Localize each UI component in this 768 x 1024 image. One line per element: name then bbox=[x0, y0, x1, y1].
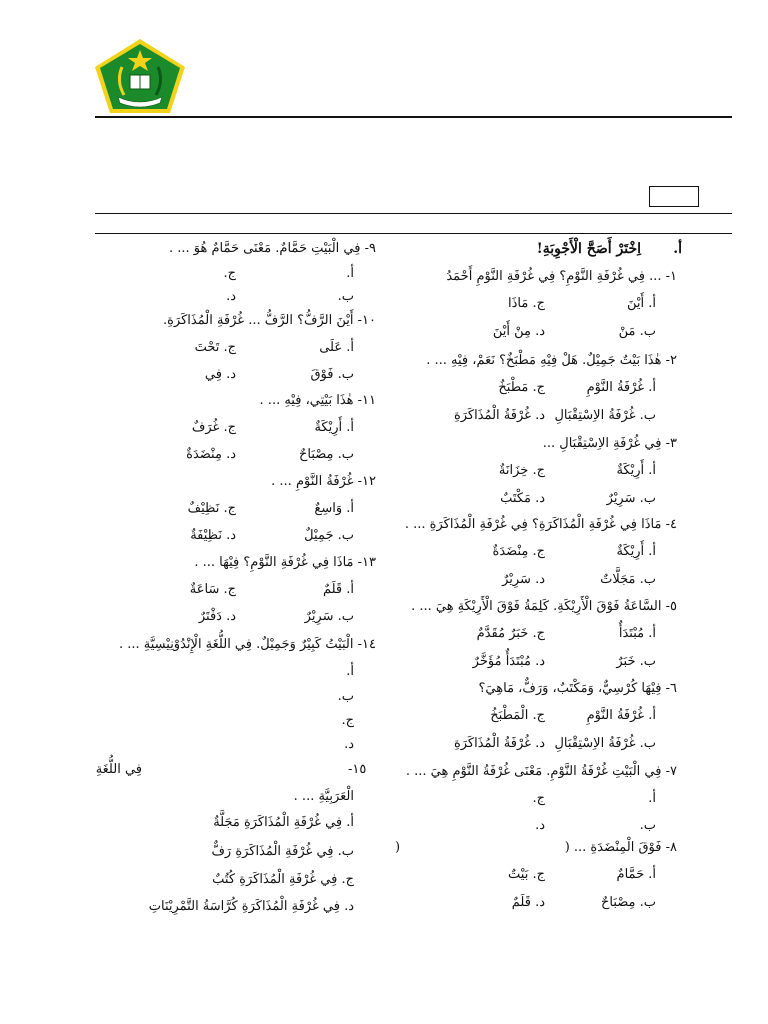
q14-option-d: د. bbox=[344, 737, 354, 752]
q12-option-d: د. نَظِيْفَةٌ bbox=[190, 528, 236, 543]
q11-option-b: ب. مِصْبَاحٌ bbox=[298, 447, 354, 462]
q5-option-d: د. مُبْتَدَأٌ مُؤَخَّرٌ bbox=[472, 654, 545, 669]
question-15-tail: فِي اللُّغَةِ bbox=[95, 762, 142, 777]
question-9: ٩- فِي الْبَيْتِ حَمَّامٌ. مَعْنَى حَمَّامٌ هُوَ ... . bbox=[168, 241, 376, 256]
q4-option-b: ب. مَجَلَّاتٌ bbox=[600, 572, 656, 587]
header-rule bbox=[95, 116, 732, 118]
q10-option-d: د. فِي bbox=[204, 367, 236, 382]
q11-option-a: أ. أَرِيْكَةٌ bbox=[314, 420, 354, 435]
question-1: ١- ... فِي غُرْفَةِ النَّوْمِ؟ فِي غُرْفَةِ النَّوْمِ أَحْمَدُ bbox=[446, 269, 677, 284]
question-10: ١٠- أَيْنَ الرَّفُّ؟ الرَّفُّ ... غُرْفَةِ الْمُذَاكَرَةِ. bbox=[162, 313, 376, 328]
question-7: ٧- فِي الْبَيْتِ غُرْفَةُ النَّوْمِ. مَعْنَى غُرْفَةُ النَّوْمِ هِيَ ... . bbox=[405, 764, 677, 779]
q10-option-c: ج. تَحْتَ bbox=[194, 340, 236, 355]
header-rule-2 bbox=[95, 213, 732, 214]
q1-option-d: د. مِنْ أَيْنَ bbox=[492, 324, 545, 339]
question-13: ١٣- مَاذَا فِي غُرْفَةِ النَّوْمِ؟ فِيْهَا ... . bbox=[194, 555, 376, 570]
q8-paren-close: ) bbox=[395, 840, 401, 855]
q13-option-c: ج. سَاعَةٌ bbox=[189, 582, 236, 597]
question-6: ٦- فِيْهَا كُرْسِيٌّ، وَمَكْتَبٌ، وَرَفٌّ، مَاهِيَ؟ bbox=[478, 681, 677, 696]
question-12: ١٢- غُرْفَةُ النَّوْمِ ... . bbox=[271, 474, 376, 489]
q4-option-c: ج. مِنْضَدَةٌ bbox=[492, 544, 545, 559]
section-instruction: اِخْتَرْ أَصَحَّ الْأَجْوِبَةِ! bbox=[536, 241, 641, 257]
q15-option-c: ج. فِي غُرْفَةِ الْمُذَاكَرَةِ كُتُبٌ bbox=[212, 872, 354, 887]
q12-option-b: ب. جَمِيْلٌ bbox=[304, 528, 354, 543]
ministry-emblem-logo bbox=[92, 37, 188, 115]
q1-option-b: ب. مَنْ bbox=[618, 324, 656, 339]
q3-option-d: د. مَكْتَبٌ bbox=[500, 491, 545, 506]
q10-option-b: ب. فَوْقَ bbox=[310, 367, 354, 382]
q10-option-a: أ. عَلَى bbox=[319, 340, 354, 355]
q6-option-d: د. غُرْفَةُ الْمُذَاكَرَةِ bbox=[453, 736, 545, 751]
q8-option-b: ب. مِصْبَاحٌ bbox=[600, 895, 656, 910]
q14-option-b: ب. bbox=[337, 689, 354, 704]
q13-option-d: د. دَفْتَرٌ bbox=[198, 609, 236, 624]
q8-option-a: أ. حَمَّامٌ bbox=[616, 867, 656, 882]
q13-option-b: ب. سَرِيْرٌ bbox=[304, 609, 354, 624]
question-8: ٨- فَوْقَ الْمِنْضَدَةِ ... ( bbox=[564, 840, 677, 855]
section-letter: أ. bbox=[673, 241, 682, 257]
q11-option-d: د. مِنْضَدَةٌ bbox=[186, 447, 236, 462]
q1-option-a: أ. أَيْنَ bbox=[626, 296, 656, 311]
question-5: ٥- السَّاعَةُ فَوْقَ الْأَرِيْكَةِ. كَلِمَةُ فَوْقَ الْأَرِيْكَةِ هِيَ ... . bbox=[411, 599, 677, 614]
q4-option-a: أ. أَرِيْكَةٌ bbox=[616, 544, 656, 559]
q7-option-b: ب. bbox=[639, 818, 656, 833]
q2-option-d: د. غُرْفَةُ الْمُذَاكَرَةِ bbox=[453, 408, 545, 423]
q13-option-a: أ. قَلَمٌ bbox=[322, 582, 354, 597]
header-rule-3 bbox=[95, 233, 732, 234]
question-15-line2: الْعَرَبِيَّةِ ... . bbox=[293, 789, 354, 804]
q15-option-d: د. فِي غُرْفَةِ الْمُذَاكَرَةِ كُرَّاسَةُ التَّمْرِيْنَاتِ bbox=[148, 899, 354, 914]
q7-option-d: د. bbox=[535, 818, 545, 833]
q6-option-a: أ. غُرْفَةُ النَّوْمِ bbox=[586, 708, 656, 723]
q5-option-c: ج. خَبَرٌ مُقَدَّمٌ bbox=[476, 626, 545, 641]
q2-option-b: ب. غُرْفَةُ الاِسْتِقْبَالِ bbox=[554, 408, 656, 423]
q5-option-b: ب. خَبَرٌ bbox=[616, 654, 656, 669]
question-15-number: -١٥ bbox=[348, 762, 367, 777]
q9-option-c: ج. bbox=[223, 266, 236, 281]
q9-option-b: ب. bbox=[337, 289, 354, 304]
q4-option-d: د. سَرِيْرٌ bbox=[502, 572, 545, 587]
question-3: ٣- فِي غُرْفَةِ الاِسْتِقْبَالِ ... bbox=[542, 436, 677, 451]
q14-option-c: ج. bbox=[341, 713, 354, 728]
q14-option-a: أ. bbox=[346, 664, 354, 679]
q3-option-b: ب. سَرِيْرٌ bbox=[606, 491, 656, 506]
q11-option-c: ج. غُرَفٌ bbox=[191, 420, 236, 435]
question-11: ١١- هٰذَا بَيْتِي، فِيْهِ ... . bbox=[259, 393, 376, 408]
q7-option-c: ج. bbox=[532, 791, 545, 806]
question-2: ٢- هٰذَا بَيْتٌ جَمِيْلٌ. هَلْ فِيْهِ مَطْبَخٌ؟ نَعَمْ، فِيْهِ ... . bbox=[426, 353, 677, 368]
q15-option-b: ب. فِي غُرْفَةِ الْمُذَاكَرَةِ رَفٌّ bbox=[211, 844, 354, 859]
question-4: ٤- مَاذَا فِي غُرْفَةِ الْمُذَاكَرَةِ؟ فِي غُرْفَةِ الْمُذَاكَرَةِ ... . bbox=[404, 517, 677, 532]
q5-option-a: أ. مُبْتَدَأٌ bbox=[618, 626, 656, 641]
q15-option-a: أ. فِي غُرْفَةِ الْمُذَاكَرَةِ مَجَلَّةٌ bbox=[213, 815, 354, 830]
q7-option-a: أ. bbox=[648, 791, 656, 806]
q3-option-c: ج. خِزَانَةٌ bbox=[498, 463, 545, 478]
q9-option-a: أ. bbox=[346, 266, 354, 281]
question-14: ١٤- الْبَيْتُ كَبِيْرٌ وَجَمِيْلٌ. فِي اللُّغَةِ الْإِنْدُوْنِيْسِيَّةِ ... . bbox=[118, 637, 376, 652]
q1-option-c: ج. مَاذَا bbox=[508, 296, 545, 311]
score-box bbox=[649, 186, 699, 207]
q12-option-c: ج. نَظِيْفٌ bbox=[187, 501, 236, 516]
q9-option-d: د. bbox=[226, 289, 236, 304]
q8-option-c: ج. بَيْتٌ bbox=[508, 867, 545, 882]
q6-option-c: ج. الْمَطْبَخُ bbox=[490, 708, 545, 723]
q6-option-b: ب. غُرْفَةُ الاِسْتِقْبَالِ bbox=[554, 736, 656, 751]
q2-option-c: ج. مَطْبَخٌ bbox=[498, 380, 545, 395]
q12-option-a: أ. وَاسِعٌ bbox=[314, 501, 354, 516]
q3-option-a: أ. أَرِيْكَةٌ bbox=[616, 463, 656, 478]
q2-option-a: أ. غُرْفَةُ النَّوْمِ bbox=[586, 380, 656, 395]
q8-option-d: د. قَلَمٌ bbox=[511, 895, 545, 910]
